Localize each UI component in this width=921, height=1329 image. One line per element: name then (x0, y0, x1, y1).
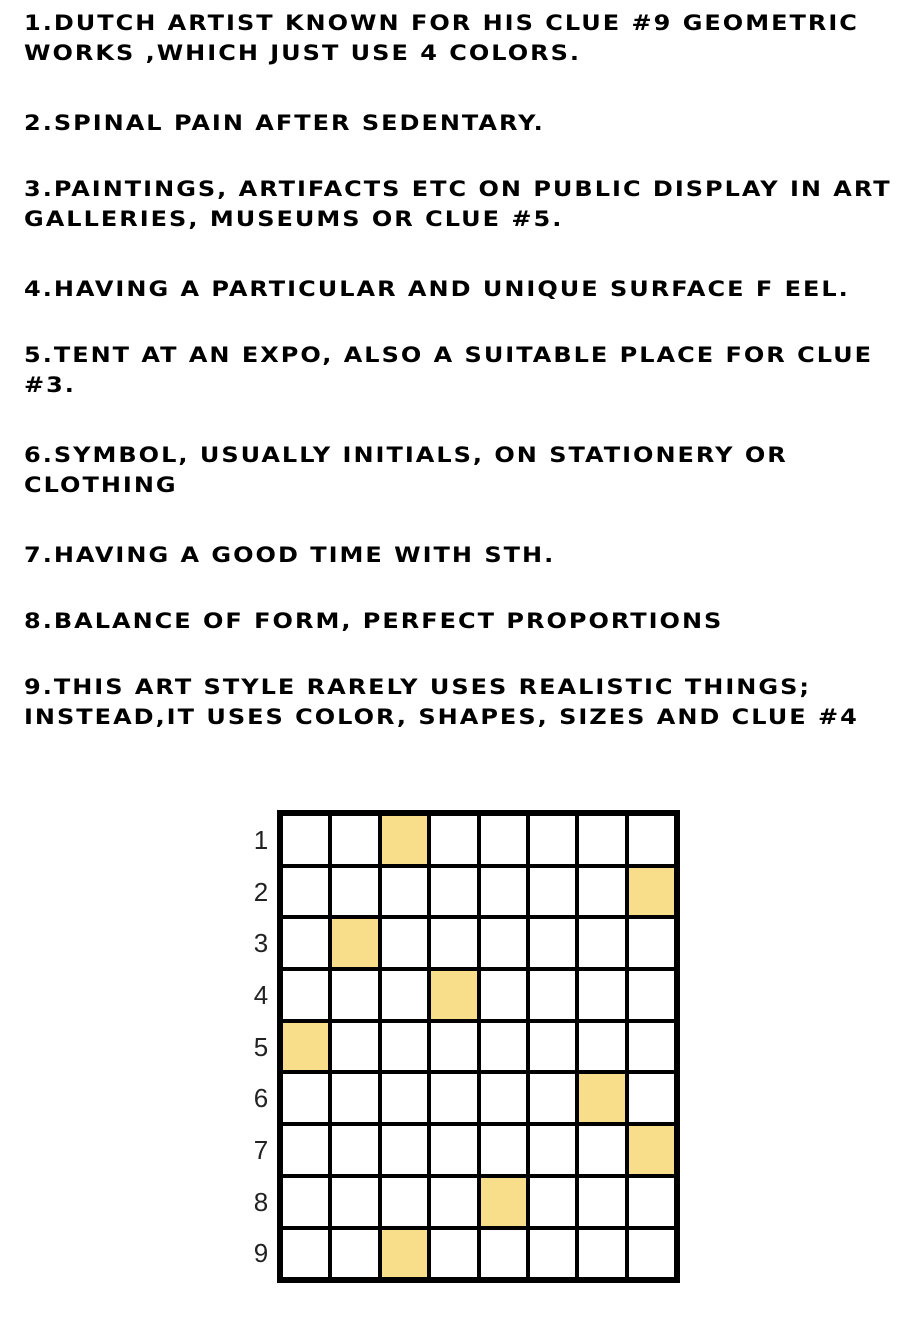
row-label-8: 8 (253, 1186, 269, 1217)
grid-cell[interactable] (479, 969, 528, 1021)
grid-cell[interactable] (330, 1072, 379, 1124)
row-label-7: 7 (253, 1135, 269, 1166)
grid-cell[interactable] (429, 866, 478, 918)
grid-cell[interactable] (627, 1021, 676, 1073)
clue-number: 6. (24, 442, 54, 468)
highlighted-cell[interactable] (429, 969, 478, 1021)
grid-cell[interactable] (528, 1176, 577, 1228)
clue-number: 3. (24, 176, 54, 202)
grid-cell[interactable] (577, 866, 626, 918)
grid-cell[interactable] (281, 969, 330, 1021)
clue-text: SYMBOL, USUALLY INITIALS, ON STATIONERY OR CLOTHING (24, 442, 788, 498)
grid-cell[interactable] (429, 1124, 478, 1176)
clue-text: PAINTINGS, ARTIFACTS ETC ON PUBLIC DISPLAY IN ART GALLERIES, MUSEUMS OR CLUE #5. (24, 176, 892, 232)
grid-cell[interactable] (528, 814, 577, 866)
grid-cell[interactable] (479, 1021, 528, 1073)
highlighted-cell[interactable] (627, 1124, 676, 1176)
grid-cell[interactable] (429, 1176, 478, 1228)
grid-cell[interactable] (330, 866, 379, 918)
grid-cell[interactable] (577, 969, 626, 1021)
grid-cell[interactable] (528, 917, 577, 969)
grid-cell[interactable] (330, 814, 379, 866)
highlighted-cell[interactable] (479, 1176, 528, 1228)
grid-cell[interactable] (429, 1072, 478, 1124)
grid-cell[interactable] (528, 866, 577, 918)
clue-text: HAVING A PARTICULAR AND UNIQUE SURFACE F EEL. (53, 276, 850, 302)
grid-cell[interactable] (380, 917, 429, 969)
clue-list (24, 8, 914, 772)
clue-4 (24, 274, 914, 304)
clue-7 (24, 540, 914, 570)
grid-cell[interactable] (627, 1176, 676, 1228)
grid-cell[interactable] (330, 1176, 379, 1228)
clue-text: HAVING A GOOD TIME WITH STH. (53, 542, 556, 568)
highlighted-cell[interactable] (281, 1021, 330, 1073)
grid-cell[interactable] (380, 1176, 429, 1228)
grid-cell[interactable] (330, 1228, 379, 1280)
grid-cell[interactable] (479, 1072, 528, 1124)
grid-cell[interactable] (479, 1124, 528, 1176)
clue-3 (24, 174, 914, 234)
highlighted-cell[interactable] (577, 1072, 626, 1124)
grid-cell[interactable] (577, 1176, 626, 1228)
grid-cell[interactable] (627, 969, 676, 1021)
grid-cell[interactable] (627, 1072, 676, 1124)
grid-cell[interactable] (281, 1176, 330, 1228)
grid-cell[interactable] (528, 969, 577, 1021)
clue-text: SPINAL PAIN AFTER SEDENTARY. (53, 110, 545, 136)
grid-cell[interactable] (577, 917, 626, 969)
grid-cell[interactable] (577, 1021, 626, 1073)
grid-cell[interactable] (281, 1072, 330, 1124)
grid-cell[interactable] (281, 1228, 330, 1280)
grid-cell[interactable] (528, 1228, 577, 1280)
grid-cell[interactable] (330, 1124, 379, 1176)
row-label-1: 1 (253, 824, 269, 855)
clue-text: DUTCH ARTIST KNOWN FOR HIS CLUE #9 GEOMETRIC WORKS ,WHICH JUST USE 4 COLORS. (24, 10, 859, 66)
grid-cell[interactable] (429, 1021, 478, 1073)
grid-cell[interactable] (479, 1228, 528, 1280)
clue-1 (24, 8, 914, 68)
grid-cell[interactable] (281, 1124, 330, 1176)
clue-number: 7. (24, 542, 54, 568)
grid-cell[interactable] (380, 969, 429, 1021)
row-label-2: 2 (253, 876, 269, 907)
clue-6 (24, 440, 914, 500)
grid-cell[interactable] (627, 814, 676, 866)
clue-9 (24, 672, 914, 732)
grid-cell[interactable] (577, 814, 626, 866)
row-label-6: 6 (253, 1083, 269, 1114)
grid-cell[interactable] (528, 1124, 577, 1176)
grid-cell[interactable] (577, 1124, 626, 1176)
clue-number: 2. (24, 110, 54, 136)
grid-cell[interactable] (528, 1021, 577, 1073)
row-label-4: 4 (253, 979, 269, 1010)
crossword-grid (277, 810, 680, 1283)
grid-cell[interactable] (429, 814, 478, 866)
clue-number: 1. (24, 10, 54, 36)
grid-cell[interactable] (380, 1021, 429, 1073)
grid-cell[interactable] (429, 917, 478, 969)
grid-cell[interactable] (577, 1228, 626, 1280)
grid-cell[interactable] (330, 969, 379, 1021)
row-label-5: 5 (253, 1031, 269, 1062)
grid-cell[interactable] (380, 866, 429, 918)
clue-5 (24, 340, 914, 400)
grid-cell[interactable] (380, 1072, 429, 1124)
clue-number: 9. (24, 674, 54, 700)
clue-8 (24, 606, 914, 636)
highlighted-cell[interactable] (380, 814, 429, 866)
clue-text: BALANCE OF FORM, PERFECT PROPORTIONS (53, 608, 724, 634)
grid-cell[interactable] (281, 917, 330, 969)
clue-number: 4. (24, 276, 54, 302)
grid-cell[interactable] (281, 866, 330, 918)
clue-text: TENT AT AN EXPO, ALSO A SUITABLE PLACE FOR CLUE #3. (24, 342, 874, 398)
grid-cell[interactable] (330, 1021, 379, 1073)
clue-number: 8. (24, 608, 54, 634)
row-label-9: 9 (253, 1238, 269, 1269)
highlighted-cell[interactable] (330, 917, 379, 969)
grid-cell[interactable] (479, 814, 528, 866)
row-label-3: 3 (253, 928, 269, 959)
highlighted-cell[interactable] (380, 1228, 429, 1280)
grid-cell[interactable] (281, 814, 330, 866)
highlighted-cell[interactable] (627, 866, 676, 918)
grid-cell[interactable] (429, 1228, 478, 1280)
clue-text: THIS ART STYLE RARELY USES REALISTIC THINGS; INSTEAD,IT USES COLOR, SHAPES, SIZES AND CLUE #4 (24, 674, 859, 730)
grid-cell[interactable] (479, 866, 528, 918)
grid-cell[interactable] (627, 917, 676, 969)
clue-number: 5. (24, 342, 54, 368)
grid-cell[interactable] (479, 917, 528, 969)
grid-cell[interactable] (528, 1072, 577, 1124)
clue-2 (24, 108, 914, 138)
grid-cell[interactable] (380, 1124, 429, 1176)
grid-cell[interactable] (627, 1228, 676, 1280)
